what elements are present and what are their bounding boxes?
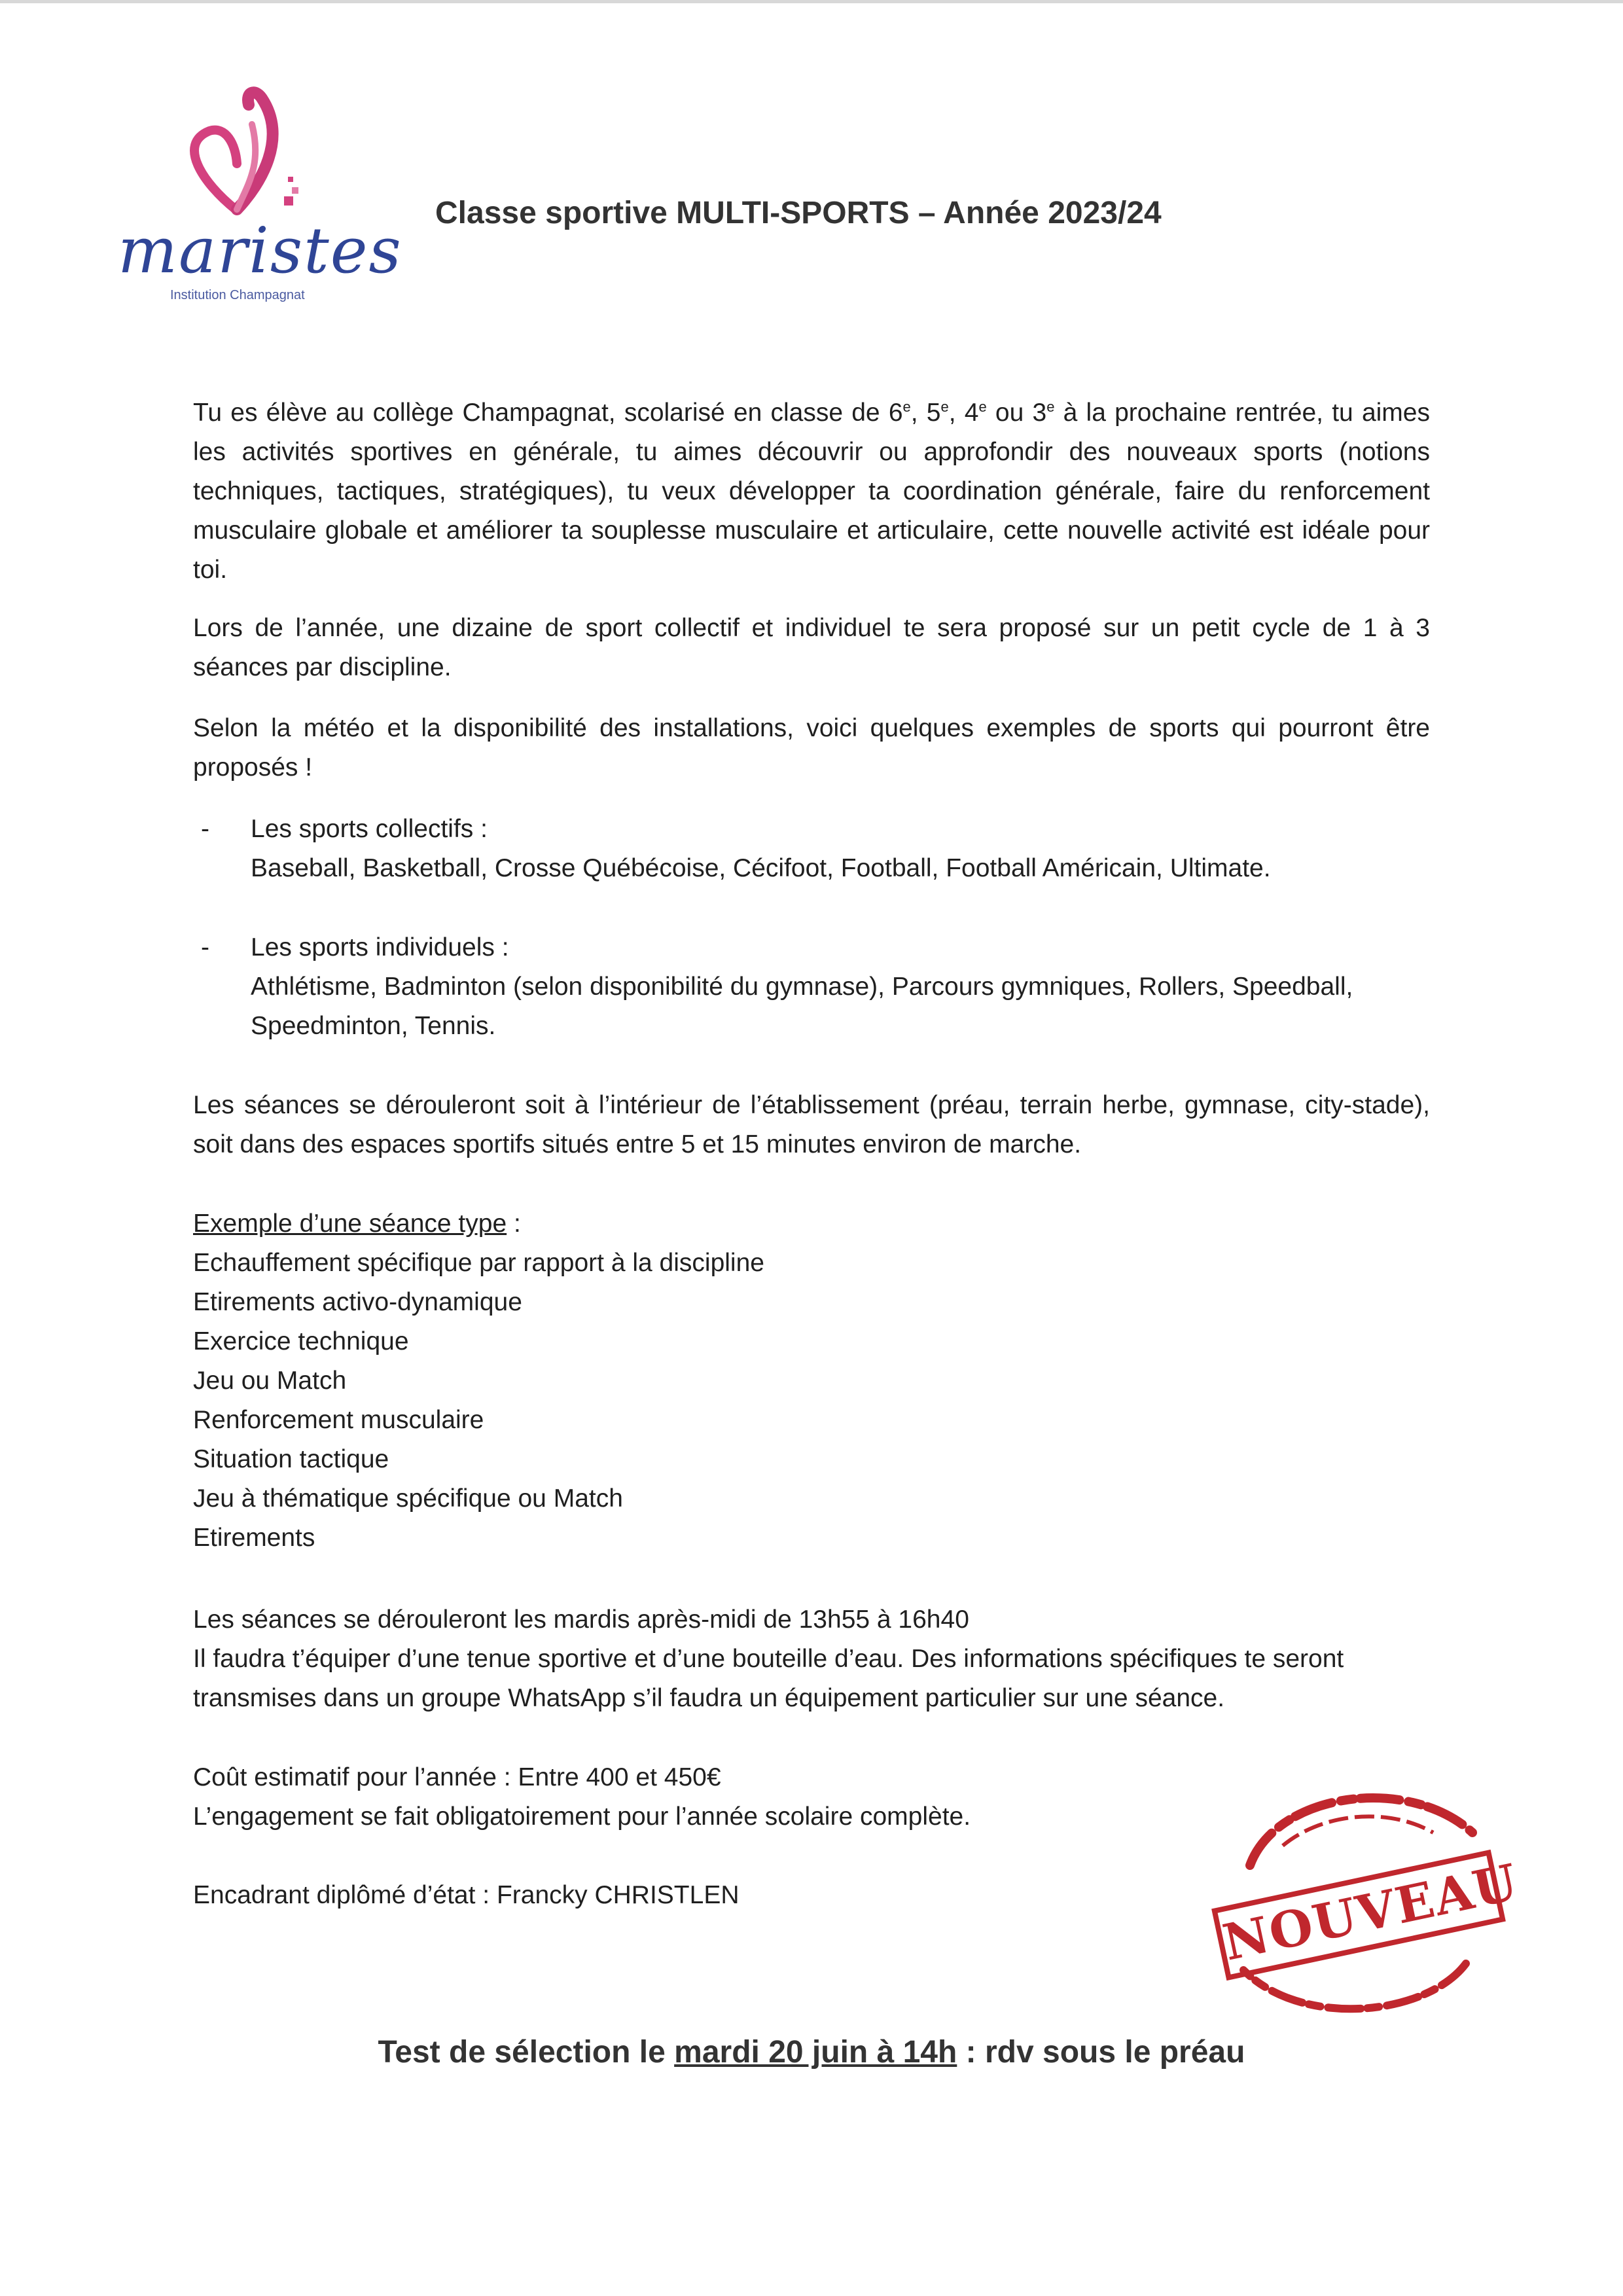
- page-title: Classe sportive MULTI-SPORTS – Année 2023/24: [435, 196, 1162, 230]
- session-step: Situation tactique: [193, 1445, 389, 1473]
- schedule-equipment: Il faudra t’équiper d’une tenue sportive et d’une bouteille d’eau. Des informations spécifiques te seront transmises dans un groupe WhatsApp s’il faudra un équipement particulier sur une séance.: [193, 1645, 1344, 1712]
- intro-paragraph: Tu es élève au collège Champagnat, scolarisé en classe de 6e, 5e, 4e ou 3e à la prochaine rentrée, tu aimes les activités sportives en générale, tu aimes découvrir ou approfondir des nouveaux sports (notions techniques, tactiques, stratégiques), tu veux développer ta coordination générale, faire du renforcement musculaire globale et améliorer ta souplesse musculaire et articulaire, cette nouvelle activité est idéale pour toi.: [193, 399, 1430, 584]
- maristes-logo: [118, 85, 402, 314]
- session-step: Exercice technique: [193, 1327, 409, 1355]
- selection-test-line: Test de sélection le mardi 20 juin à 14h : rdv sous le préau: [378, 2035, 1245, 2070]
- year-paragraph: Lors de l’année, une dizaine de sport collectif et individuel te sera proposé sur un petit cycle de 1 à 3 séances par discipline.: [193, 614, 1430, 681]
- cost-commitment: L’engagement se fait obligatoirement pour l’année scolaire complète.: [193, 1803, 971, 1831]
- selection-date: mardi 20 juin à 14h: [674, 2035, 957, 2070]
- coach-line: Encadrant diplômé d’état : Francky CHRISTLEN: [193, 1881, 740, 1909]
- session-step: Echauffement spécifique par rapport à la discipline: [193, 1249, 764, 1277]
- individual-sports-list: Athlétisme, Badminton (selon disponibilité du gymnase), Parcours gymniques, Rollers, Speedball, Speedminton, Tennis.: [251, 973, 1353, 1040]
- schedule-time: Les séances se dérouleront les mardis après-midi de 13h55 à 16h40: [193, 1605, 969, 1634]
- weather-paragraph: Selon la météo et la disponibilité des installations, voici quelques exemples de sports qui pourront être proposés !: [193, 714, 1430, 781]
- session-step: Etirements: [193, 1524, 315, 1552]
- collective-sports-item: [193, 810, 1430, 888]
- session-heading: Exemple d’une séance type: [193, 1210, 507, 1238]
- location-paragraph: Les séances se dérouleront soit à l’intérieur de l’établissement (préau, terrain herbe, gymnase, city-stade), soit dans des espaces sportifs situés entre 5 et 15 minutes environ de marche.: [193, 1091, 1430, 1158]
- individual-sports-item: [193, 928, 1430, 1046]
- session-step: Jeu ou Match: [193, 1367, 347, 1395]
- nouveau-stamp: [1191, 1767, 1524, 2029]
- session-step: Jeu à thématique spécifique ou Match: [193, 1484, 623, 1513]
- heart-logo-icon: [164, 85, 334, 223]
- session-example: Exemple d’une séance type : Echauffement spécifique par rapport à la discipline Etirements activo-dynamique Exercice technique Jeu ou Match Renforcement musculaire Situation tactique Jeu à thématique spécifique ou Match Etirements: [193, 1204, 1430, 1558]
- scan-edge: [0, 0, 1623, 3]
- logo-subtitle: Institution Champagnat: [170, 288, 305, 302]
- session-step: Renforcement musculaire: [193, 1406, 484, 1434]
- schedule-block: [193, 1600, 1430, 1718]
- list-dash: -: [201, 815, 209, 843]
- session-step: Etirements activo-dynamique: [193, 1288, 522, 1316]
- list-dash: -: [201, 933, 209, 961]
- collective-sports-title: Les sports collectifs :: [251, 815, 488, 843]
- cost-estimate: Coût estimatif pour l’année : Entre 400 et 450€: [193, 1763, 721, 1791]
- logo-wordmark: maristes: [118, 214, 402, 287]
- individual-sports-title: Les sports individuels :: [251, 933, 509, 961]
- collective-sports-list: Baseball, Basketball, Crosse Québécoise, Cécifoot, Football, Football Américain, Ultimate.: [251, 854, 1271, 882]
- stamp-text: NOUVEAU: [1211, 1850, 1506, 1981]
